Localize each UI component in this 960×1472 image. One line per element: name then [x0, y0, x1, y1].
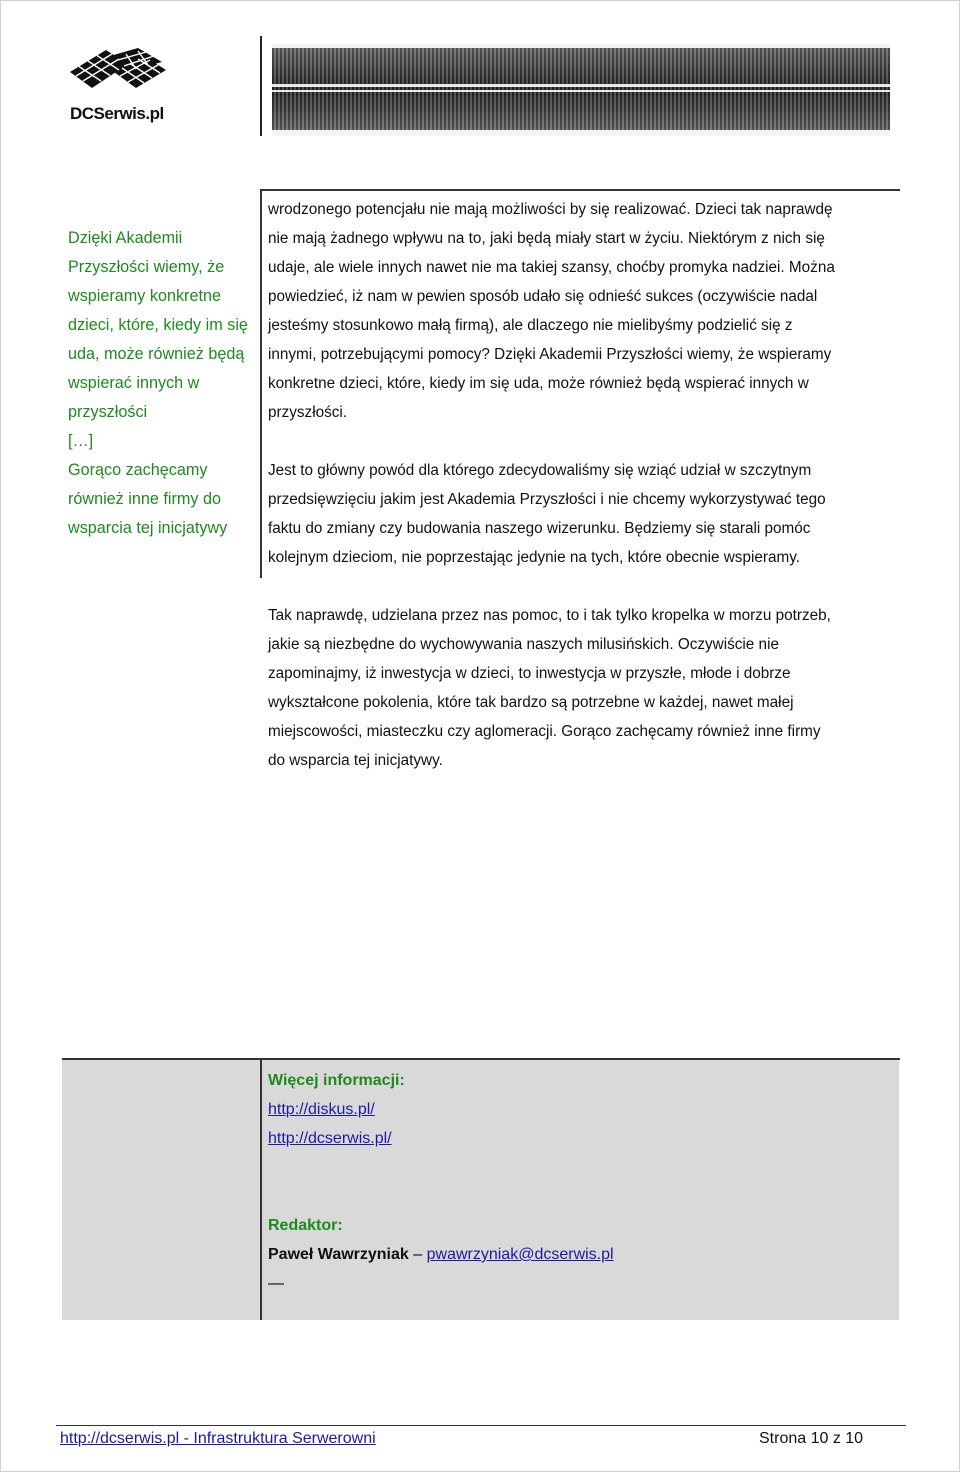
article-body: [268, 195, 896, 775]
content-column-divider: [260, 190, 262, 578]
server-racks-banner: [272, 44, 890, 136]
sidebar-line: również inne firmy do: [68, 490, 221, 508]
sidebar-line: Gorąco zachęcamy: [68, 461, 208, 479]
body-line: przyszłości.: [268, 404, 348, 421]
body-line: udaje, ale wiele innych nawet nie ma takiej szansy, choćby promyka nadziei. Można: [268, 259, 835, 276]
body-line: powiedzieć, iż nam w pewien sposób udało się odnieść sukces (oczywiście nadal: [268, 288, 818, 305]
sidebar-line: uda, może również będą: [68, 345, 245, 363]
sidebar-line: wspierać innych w: [68, 374, 200, 392]
body-line: Tak naprawdę, udzielana przez nas pomoc, to i tak tylko kropelka w morzu potrzeb,: [268, 607, 831, 624]
header-divider: [260, 36, 262, 136]
dcserwis-link[interactable]: http://dcserwis.pl/: [268, 1130, 392, 1147]
solar-panel-logo-icon: [66, 42, 176, 102]
body-line: nie mają żadnego wpływu na to, jaki będą miały start w życiu. Niektórym z nich się: [268, 230, 825, 247]
sidebar-line: przyszłości: [68, 403, 148, 421]
sidebar-line: Przyszłości wiemy, że: [68, 258, 225, 276]
sidebar-pullquote: [68, 224, 258, 543]
logo: [66, 42, 176, 128]
body-line: jesteśmy stosunkowo małą firmą), ale dlaczego nie mielibyśmy podzielić się z: [268, 317, 793, 334]
body-line: przedsięwzięciu jakim jest Akademia Przyszłości i nie chcemy wykorzystywać tego: [268, 491, 826, 508]
sidebar-line: Dzięki Akademii: [68, 229, 183, 247]
editor-heading: Redaktor:: [268, 1217, 343, 1234]
body-line: faktu do zmiany czy budowania naszego wizerunku. Będziemy się starali pomóc: [268, 520, 811, 537]
sidebar-line: dzieci, które, kiedy im się: [68, 316, 248, 334]
footer-site-link[interactable]: http://dcserwis.pl - Infrastruktura Serwerowni: [60, 1430, 376, 1447]
body-line: innymi, potrzebującymi pomocy? Dzięki Akademii Przyszłości wiemy, że wspieramy: [268, 346, 832, 363]
body-line: miejscowości, miasteczku czy aglomeracji. Gorąco zachęcamy również inne firmy: [268, 723, 821, 740]
body-line: wykształcone pokolenia, które tak bardzo są potrzebne w każdej, nawet małej: [268, 694, 794, 711]
trailing-dash: —: [268, 1275, 284, 1292]
content-top-rule: [260, 189, 900, 191]
body-line: Jest to główny powód dla którego zdecydowaliśmy się wziąć udział w szczytnym: [268, 462, 812, 479]
page-number: Strona 10 z 10: [759, 1430, 864, 1447]
editor-email-link[interactable]: pwawrzyniak@dcserwis.pl: [426, 1246, 614, 1263]
editor-name: Paweł Wawrzyniak: [268, 1246, 409, 1263]
body-line: kolejnym dzieciom, nie poprzestając jedynie na tych, które obecnie wspieramy.: [268, 549, 800, 566]
logo-text: DCSerwis.pl: [70, 104, 164, 123]
info-content: [268, 1066, 888, 1298]
footer-rule: [56, 1425, 906, 1426]
body-line: wrodzonego potencjału nie mają możliwości by się realizować. Dzieci tak naprawdę: [268, 201, 833, 218]
sidebar-line: wspieramy konkretne: [68, 287, 221, 305]
diskus-link[interactable]: http://diskus.pl/: [268, 1101, 375, 1118]
more-info-heading: Więcej informacji:: [268, 1072, 405, 1089]
body-line: konkretne dzieci, które, kiedy im się uda, może również będą wspierać innych w: [268, 375, 809, 392]
body-line: zapominajmy, iż inwestycja w dzieci, to inwestycja w przyszłe, młode i dobrze: [268, 665, 791, 682]
info-box-divider: [260, 1058, 262, 1320]
sidebar-line: […]: [68, 432, 94, 450]
body-line: jakie są niezbędne do wychowywania naszych milusińskich. Oczywiście nie: [268, 636, 779, 653]
editor-separator: –: [413, 1246, 423, 1263]
info-box-top-rule: [62, 1058, 900, 1060]
body-line: do wsparcia tej inicjatywy.: [268, 752, 443, 769]
sidebar-line: wsparcia tej inicjatywy: [68, 519, 228, 537]
